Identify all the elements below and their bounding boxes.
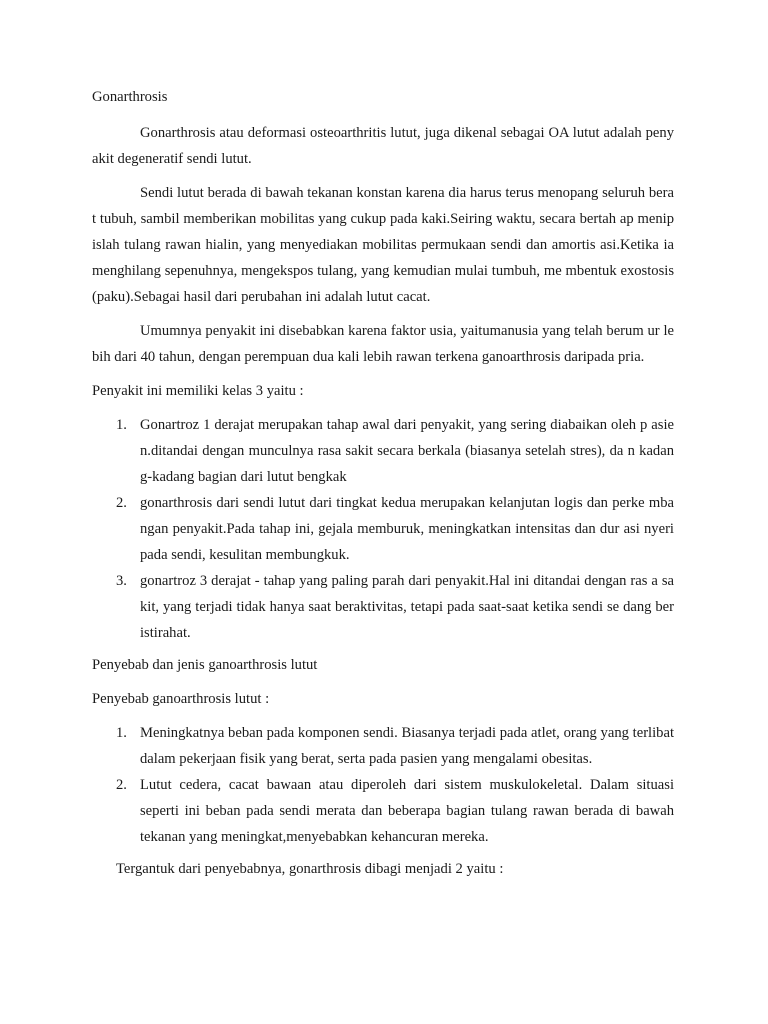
intro-paragraph-1: Gonarthrosis atau deformasi osteoarthritis lutut, juga dikenal sebagai OA lutut adalah penyakit degeneratif sendi lutut. (92, 125, 674, 167)
classes-list (92, 412, 674, 646)
list-item-number: 3. (116, 573, 127, 589)
document-title: Gonarthrosis (92, 89, 168, 105)
causes-list (92, 720, 674, 850)
list-item-text: gonarthrosis dari sendi lutut dari tingkat kedua merupakan kelanjutan logis dan perke mbangan penyakit.Pada tahap ini, gejala memburuk, meningkatkan intensitas dan dur asi nyeri pada sendi, kesulitan membungkuk. (140, 495, 674, 563)
list-item-number: 1. (116, 725, 127, 741)
list-item-text: Meningkatnya beban pada komponen sendi. Biasanya terjadi pada atlet, orang yang terlibat dalam pekerjaan fisik yang berat, serta pada pasien yang mengalami obesitas. (140, 725, 674, 767)
list-item (92, 568, 674, 646)
intro-paragraph-2: Sendi lutut berada di bawah tekanan konstan karena dia harus terus menopang seluruh berat tubuh, sambil memberikan mobilitas yang cukup pada kaki.Seiring waktu, secara bertah ap menipislah tulang rawan hialin, yang menyediakan mobilitas permukaan sendi dan amortis asi.Ketika ia menghilang sepenuhnya, mengekspos tulang, yang kemudian mulai tumbuh, me mbentuk exostosis (paku).Sebagai hasil dari perubahan ini adalah lutut cacat. (92, 185, 674, 305)
document-page (92, 84, 674, 882)
classes-heading: Penyakit ini memiliki kelas 3 yaitu : (92, 383, 304, 399)
list-item (92, 412, 674, 490)
causes-heading: Penyebab ganoarthrosis lutut : (92, 691, 270, 707)
list-item-number: 1. (116, 417, 127, 433)
intro-paragraph-3: Umumnya penyakit ini disebabkan karena faktor usia, yaitumanusia yang telah berum ur lebih dari 40 tahun, dengan perempuan dua kali lebih rawan terkena ganoarthrosis daripada pria. (92, 323, 674, 365)
list-item-text: Lutut cedera, cacat bawaan atau diperoleh dari sistem muskulokeletal. Dalam situasi seperti ini beban pada sendi merata dan beberapa bagian tulang rawan berada di bawah tekanan yang meningkat,menyebabkan kehancuran mereka. (140, 777, 674, 845)
list-item (92, 490, 674, 568)
causes-section-heading: Penyebab dan jenis ganoarthrosis lutut (92, 657, 318, 673)
list-item-number: 2. (116, 777, 127, 793)
list-item-number: 2. (116, 495, 127, 511)
list-item (92, 772, 674, 850)
list-item-text: Gonartroz 1 derajat merupakan tahap awal dari penyakit, yang sering diabaikan oleh p asien.ditandai dengan munculnya rasa sakit secara berkala (biasanya setelah stres), da n kadang-kadang bagian dari lutut bengkak (140, 417, 674, 485)
list-item-text: gonartroz 3 derajat - tahap yang paling parah dari penyakit.Hal ini ditandai dengan ras a sakit, yang terjadi tidak hanya saat beraktivitas, tetapi pada saat-saat ketika sendi se dang beristirahat. (140, 573, 674, 641)
list-item (92, 720, 674, 772)
closing-sentence: Tergantuk dari penyebabnya, gonarthrosis dibagi menjadi 2 yaitu : (116, 861, 504, 877)
